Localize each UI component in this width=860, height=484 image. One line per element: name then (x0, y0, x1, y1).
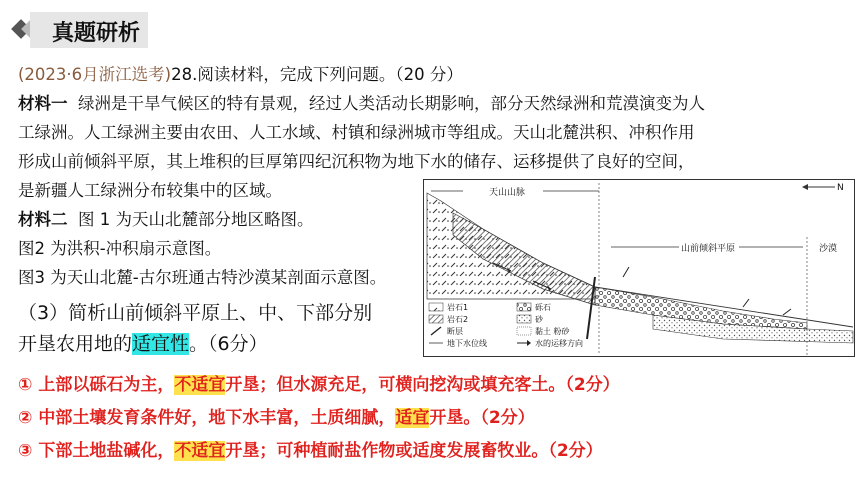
answer-text-post: 开垦。（2分） (429, 408, 535, 428)
legend-item: 水的运移方向 (535, 339, 583, 348)
subquestion-line2 (18, 331, 268, 357)
material1-line4: 是新疆人工绿洲分布较集中的区域。 (18, 181, 282, 200)
subquestion-text: 开垦农用地的 (18, 333, 133, 355)
legend-item: 砂 (535, 315, 543, 324)
question-text: 28.阅读材料，完成下列问题。（20 分） (171, 65, 463, 84)
answer-text: 上部以砾石为主， (38, 375, 175, 395)
legend-item: 砾石 (535, 303, 551, 312)
highlight-suitability: 适宜性 (132, 333, 190, 355)
material1-line3: 形成山前倾斜平原，其上堆积的巨厚第四纪沉积物为地下水的储存、运移提供了良好的空间， (18, 152, 695, 171)
answer-text: 中部土壤发育条件好，地下水丰富，土质细腻， (38, 408, 396, 428)
answer-3 (18, 438, 603, 464)
material1-line2: 工绿洲。人工绿洲主要由农田、人工水域、村镇和绿洲城市等组成。天山北麓洪积、冲积作用 (18, 123, 695, 142)
material1-label: 材料一 (18, 94, 68, 113)
legend-item: 地下水位线 (447, 339, 487, 348)
answer-number: ② (18, 408, 33, 428)
answer-1 (18, 372, 620, 398)
north-label: N (837, 183, 844, 193)
answer-text-post: 开垦；但水源充足，可横向挖沟或填充客土。（2分） (225, 375, 620, 395)
legend-item: 岩石1 (447, 303, 469, 312)
header (0, 0, 860, 58)
answer-text-post: 开垦；可种植耐盐作物或适度发展畜牧业。（2分） (225, 441, 603, 461)
label-plain: 山前倾斜平原 (681, 244, 736, 254)
answer-2 (18, 405, 535, 431)
question-line (18, 62, 463, 88)
material2-line3: 图3 为天山北麓-古尔班通古特沙漠某剖面示意图。 (18, 268, 387, 287)
answer-text: 下部土地盐碱化， (38, 441, 175, 461)
material2-line1 (18, 207, 314, 233)
answer-highlight: 不适宜 (174, 375, 226, 395)
page-title: 真题研析 (52, 21, 141, 46)
material2-text1: 图 1 为天山北麓部分地区略图。 (78, 210, 314, 229)
question-source: (2023·6月浙江选考) (18, 65, 172, 84)
legend-item: 岩石2 (447, 315, 469, 324)
material1-line1 (18, 91, 705, 117)
answer-number: ③ (18, 441, 33, 461)
legend-item: 断层 (447, 327, 463, 336)
answer-highlight: 不适宜 (174, 441, 226, 461)
label-desert: 沙漠 (819, 244, 838, 254)
answer-highlight: 适宜 (395, 408, 430, 428)
label-mountain: 天山山脉 (489, 188, 526, 198)
subquestion-line1: （3）简析山前倾斜平原上、中、下部分别 (18, 302, 373, 324)
legend-item: 黏土 粉砂 (535, 327, 570, 336)
material2-label: 材料二 (18, 210, 68, 229)
cross-section-figure (423, 179, 855, 357)
subquestion-score: 。（6分） (189, 333, 268, 355)
material1-text1: 绿洲是干旱气候区的特有景观，经过人类活动长期影响，部分天然绿洲和荒漠演变为人 (78, 94, 705, 113)
answer-number: ① (18, 375, 33, 395)
material2-line2: 图2 为洪积-冲积扇示意图。 (18, 239, 222, 258)
